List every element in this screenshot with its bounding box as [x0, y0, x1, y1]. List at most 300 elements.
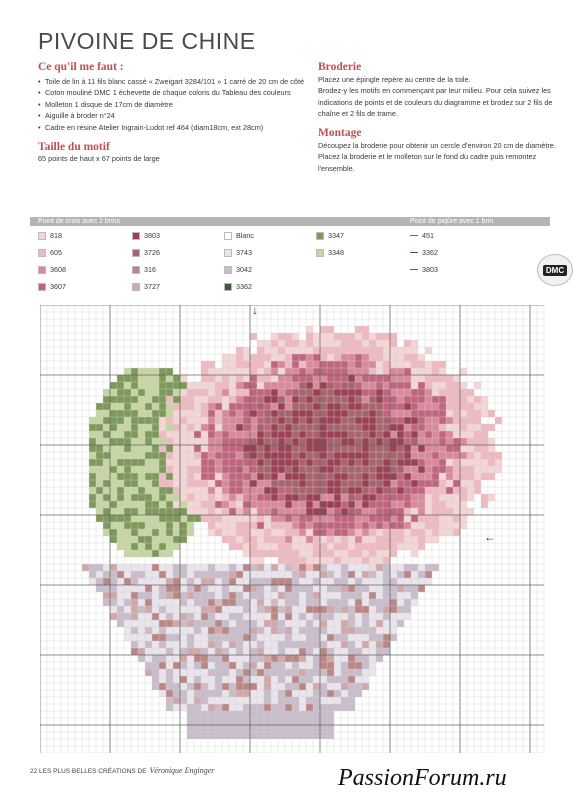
- stitch-cell: [166, 676, 173, 683]
- stitch-cell: [474, 417, 481, 424]
- stitch-cell: [397, 452, 404, 459]
- stitch-cell: [348, 683, 355, 690]
- stitch-cell: [306, 571, 313, 578]
- stitch-cell: [96, 403, 103, 410]
- stitch-cell: [180, 676, 187, 683]
- stitch-cell: [306, 445, 313, 452]
- stitch-cell: [460, 508, 467, 515]
- stitch-cell: [397, 473, 404, 480]
- stitch-cell: [432, 515, 439, 522]
- stitch-cell: [194, 648, 201, 655]
- stitch-cell: [236, 662, 243, 669]
- stitch-cell: [341, 620, 348, 627]
- stitch-cell: [103, 466, 110, 473]
- stitch-cell: [145, 396, 152, 403]
- stitch-cell: [460, 410, 467, 417]
- stitch-cell: [222, 613, 229, 620]
- stitch-cell: [110, 606, 117, 613]
- stitch-cell: [418, 431, 425, 438]
- stitch-cell: [250, 655, 257, 662]
- stitch-cell: [201, 585, 208, 592]
- stitch-cell: [271, 571, 278, 578]
- stitch-cell: [145, 627, 152, 634]
- stitch-cell: [152, 599, 159, 606]
- stitch-cell: [229, 417, 236, 424]
- stitch-cell: [432, 445, 439, 452]
- stitch-cell: [292, 515, 299, 522]
- stitch-cell: [292, 676, 299, 683]
- swatch-color: [38, 266, 46, 274]
- stitch-cell: [495, 466, 502, 473]
- stitch-cell: [271, 627, 278, 634]
- stitch-cell: [208, 655, 215, 662]
- stitch-cell: [292, 648, 299, 655]
- stitch-cell: [453, 403, 460, 410]
- stitch-cell: [145, 655, 152, 662]
- stitch-cell: [292, 403, 299, 410]
- stitch-cell: [208, 529, 215, 536]
- stitch-cell: [383, 354, 390, 361]
- stitch-cell: [187, 599, 194, 606]
- swatch-code: 3743: [236, 248, 252, 257]
- stitch-cell: [222, 515, 229, 522]
- stitch-cell: [145, 641, 152, 648]
- stitch-cell: [313, 529, 320, 536]
- stitch-cell: [110, 571, 117, 578]
- stitch-cell: [201, 459, 208, 466]
- stitch-cell: [320, 718, 327, 725]
- stitch-cell: [138, 599, 145, 606]
- stitch-cell: [460, 445, 467, 452]
- stitch-cell: [320, 543, 327, 550]
- stitch-cell: [327, 697, 334, 704]
- stitch-cell: [390, 410, 397, 417]
- stitch-cell: [222, 459, 229, 466]
- stitch-cell: [397, 536, 404, 543]
- swatch-color: [224, 232, 232, 240]
- stitch-cell: [432, 431, 439, 438]
- stitch-cell: [229, 711, 236, 718]
- stitch-cell: [334, 578, 341, 585]
- stitch-cell: [166, 417, 173, 424]
- stitch-cell: [222, 431, 229, 438]
- stitch-cell: [306, 368, 313, 375]
- stitch-cell: [201, 641, 208, 648]
- stitch-cell: [460, 368, 467, 375]
- stitch-cell: [159, 424, 166, 431]
- legend-swatch: [316, 248, 344, 257]
- stitch-cell: [201, 452, 208, 459]
- stitch-cell: [131, 466, 138, 473]
- stitch-cell: [243, 725, 250, 732]
- stitch-cell: [404, 354, 411, 361]
- stitch-cell: [257, 571, 264, 578]
- stitch-cell: [278, 669, 285, 676]
- stitch-cell: [383, 571, 390, 578]
- stitch-cell: [250, 571, 257, 578]
- stitch-cell: [418, 361, 425, 368]
- stitch-cell: [159, 487, 166, 494]
- stitch-cell: [201, 424, 208, 431]
- stitch-cell: [152, 501, 159, 508]
- stitch-cell: [145, 529, 152, 536]
- stitch-cell: [439, 431, 446, 438]
- stitch-cell: [306, 648, 313, 655]
- stitch-cell: [257, 732, 264, 739]
- stitch-cell: [327, 536, 334, 543]
- stitch-cell: [243, 382, 250, 389]
- stitch-cell: [229, 585, 236, 592]
- stitch-cell: [208, 641, 215, 648]
- stitch-cell: [138, 466, 145, 473]
- stitch-cell: [439, 480, 446, 487]
- stitch-cell: [355, 459, 362, 466]
- stitch-cell: [432, 438, 439, 445]
- stitch-cell: [334, 508, 341, 515]
- stitch-cell: [236, 466, 243, 473]
- stitch-cell: [404, 564, 411, 571]
- stitch-cell: [299, 494, 306, 501]
- stitch-cell: [306, 403, 313, 410]
- stitch-cell: [187, 473, 194, 480]
- stitch-cell: [208, 382, 215, 389]
- stitch-cell: [250, 480, 257, 487]
- stitch-cell: [166, 403, 173, 410]
- stitch-cell: [103, 599, 110, 606]
- stitch-cell: [411, 466, 418, 473]
- stitch-cell: [348, 445, 355, 452]
- stitch-cell: [411, 480, 418, 487]
- stitch-cell: [236, 711, 243, 718]
- stitch-cell: [103, 564, 110, 571]
- stitch-cell: [152, 648, 159, 655]
- stitch-cell: [348, 648, 355, 655]
- stitch-cell: [159, 431, 166, 438]
- stitch-cell: [264, 648, 271, 655]
- stitch-cell: [124, 375, 131, 382]
- stitch-cell: [355, 655, 362, 662]
- stitch-cell: [201, 361, 208, 368]
- stitch-cell: [138, 424, 145, 431]
- stitch-cell: [488, 452, 495, 459]
- footer-text: 22 LES PLUS BELLES CRÉATIONS DE: [30, 768, 147, 775]
- size-text: 65 points de haut x 67 points de large: [38, 154, 160, 164]
- stitch-cell: [292, 382, 299, 389]
- stitch-cell: [299, 354, 306, 361]
- stitch-cell: [138, 501, 145, 508]
- stitch-cell: [320, 522, 327, 529]
- stitch-cell: [474, 466, 481, 473]
- stitch-cell: [229, 697, 236, 704]
- stitch-cell: [229, 508, 236, 515]
- stitch-cell: [236, 599, 243, 606]
- stitch-cell: [453, 396, 460, 403]
- stitch-cell: [117, 424, 124, 431]
- stitch-cell: [355, 620, 362, 627]
- stitch-cell: [341, 466, 348, 473]
- stitch-cell: [271, 480, 278, 487]
- stitch-cell: [390, 543, 397, 550]
- stitch-cell: [138, 438, 145, 445]
- stitch-cell: [376, 438, 383, 445]
- stitch-cell: [271, 669, 278, 676]
- stitch-cell: [187, 564, 194, 571]
- stitch-cell: [313, 382, 320, 389]
- stitch-cell: [481, 473, 488, 480]
- chart-grid: [40, 305, 545, 753]
- stitch-cell: [362, 662, 369, 669]
- stitch-cell: [152, 627, 159, 634]
- stitch-cell: [243, 578, 250, 585]
- stitch-cell: [369, 592, 376, 599]
- stitch-cell: [278, 480, 285, 487]
- stitch-cell: [334, 599, 341, 606]
- stitch-cell: [187, 438, 194, 445]
- stitch-cell: [166, 578, 173, 585]
- stitch-cell: [292, 480, 299, 487]
- stitch-cell: [404, 536, 411, 543]
- stitch-cell: [257, 690, 264, 697]
- stitch-cell: [467, 445, 474, 452]
- stitch-cell: [152, 424, 159, 431]
- stitch-cell: [278, 655, 285, 662]
- stitch-cell: [103, 396, 110, 403]
- stitch-cell: [369, 522, 376, 529]
- stitch-cell: [194, 382, 201, 389]
- stitch-cell: [341, 508, 348, 515]
- stitch-cell: [376, 389, 383, 396]
- montage-heading: Montage: [318, 126, 362, 139]
- stitch-cell: [313, 648, 320, 655]
- stitch-cell: [131, 571, 138, 578]
- stitch-cell: [124, 592, 131, 599]
- stitch-cell: [285, 683, 292, 690]
- stitch-cell: [159, 606, 166, 613]
- stitch-cell: [369, 361, 376, 368]
- stitch-cell: [145, 508, 152, 515]
- stitch-cell: [348, 375, 355, 382]
- stitch-cell: [131, 480, 138, 487]
- stitch-cell: [425, 571, 432, 578]
- stitch-cell: [341, 347, 348, 354]
- stitch-cell: [299, 592, 306, 599]
- stitch-cell: [446, 389, 453, 396]
- stitch-cell: [348, 634, 355, 641]
- stitch-cell: [103, 529, 110, 536]
- stitch-cell: [257, 417, 264, 424]
- stitch-cell: [432, 494, 439, 501]
- stitch-cell: [131, 487, 138, 494]
- stitch-cell: [110, 494, 117, 501]
- stitch-cell: [362, 480, 369, 487]
- stitch-cell: [222, 620, 229, 627]
- stitch-cell: [355, 606, 362, 613]
- stitch-cell: [439, 515, 446, 522]
- stitch-cell: [285, 445, 292, 452]
- stitch-cell: [201, 501, 208, 508]
- stitch-cell: [376, 522, 383, 529]
- stitch-cell: [180, 389, 187, 396]
- stitch-cell: [138, 382, 145, 389]
- stitch-cell: [369, 375, 376, 382]
- stitch-cell: [327, 725, 334, 732]
- stitch-cell: [194, 599, 201, 606]
- stitch-cell: [292, 459, 299, 466]
- stitch-cell: [320, 697, 327, 704]
- stitch-cell: [383, 473, 390, 480]
- stitch-cell: [334, 522, 341, 529]
- stitch-cell: [411, 410, 418, 417]
- stitch-cell: [285, 417, 292, 424]
- stitch-cell: [159, 417, 166, 424]
- stitch-cell: [236, 375, 243, 382]
- swatch-code: 3042: [236, 265, 252, 274]
- stitch-cell: [243, 711, 250, 718]
- stitch-cell: [250, 683, 257, 690]
- stitch-cell: [124, 578, 131, 585]
- stitch-cell: [264, 704, 271, 711]
- stitch-cell: [460, 438, 467, 445]
- stitch-cell: [236, 389, 243, 396]
- stitch-cell: [250, 487, 257, 494]
- stitch-cell: [376, 480, 383, 487]
- stitch-cell: [236, 634, 243, 641]
- stitch-cell: [215, 403, 222, 410]
- stitch-cell: [334, 620, 341, 627]
- stitch-cell: [194, 711, 201, 718]
- stitch-cell: [201, 627, 208, 634]
- stitch-cell: [271, 508, 278, 515]
- stitch-cell: [243, 529, 250, 536]
- stitch-cell: [152, 578, 159, 585]
- stitch-cell: [299, 578, 306, 585]
- stitch-cell: [425, 529, 432, 536]
- stitch-cell: [292, 487, 299, 494]
- stitch-cell: [355, 564, 362, 571]
- stitch-cell: [271, 550, 278, 557]
- stitch-cell: [292, 571, 299, 578]
- stitch-cell: [201, 704, 208, 711]
- stitch-cell: [292, 578, 299, 585]
- stitch-cell: [264, 641, 271, 648]
- stitch-cell: [299, 375, 306, 382]
- stitch-cell: [369, 627, 376, 634]
- stitch-cell: [236, 431, 243, 438]
- stitch-cell: [292, 375, 299, 382]
- stitch-cell: [418, 466, 425, 473]
- stitch-cell: [257, 515, 264, 522]
- stitch-cell: [89, 466, 96, 473]
- stitch-cell: [292, 697, 299, 704]
- stitch-cell: [341, 543, 348, 550]
- stitch-cell: [418, 410, 425, 417]
- stitch-cell: [138, 473, 145, 480]
- stitch-cell: [474, 480, 481, 487]
- stitch-cell: [152, 683, 159, 690]
- stitch-cell: [369, 648, 376, 655]
- stitch-cell: [215, 375, 222, 382]
- stitch-cell: [152, 662, 159, 669]
- stitch-cell: [208, 375, 215, 382]
- stitch-cell: [432, 417, 439, 424]
- stitch-cell: [145, 669, 152, 676]
- stitch-cell: [278, 585, 285, 592]
- stitch-cell: [124, 515, 131, 522]
- stitch-cell: [278, 550, 285, 557]
- stitch-cell: [166, 592, 173, 599]
- stitch-cell: [152, 641, 159, 648]
- stitch-cell: [89, 445, 96, 452]
- stitch-cell: [117, 501, 124, 508]
- stitch-cell: [362, 613, 369, 620]
- stitch-cell: [243, 375, 250, 382]
- stitch-cell: [355, 403, 362, 410]
- stitch-cell: [236, 396, 243, 403]
- stitch-cell: [306, 662, 313, 669]
- stitch-cell: [215, 641, 222, 648]
- stitch-cell: [159, 382, 166, 389]
- stitch-cell: [369, 382, 376, 389]
- stitch-cell: [411, 347, 418, 354]
- stitch-cell: [404, 494, 411, 501]
- stitch-cell: [187, 571, 194, 578]
- stitch-cell: [390, 403, 397, 410]
- stitch-cell: [264, 592, 271, 599]
- stitch-cell: [355, 396, 362, 403]
- stitch-cell: [250, 417, 257, 424]
- stitch-cell: [208, 578, 215, 585]
- stitch-cell: [362, 438, 369, 445]
- stitch-cell: [110, 613, 117, 620]
- stitch-cell: [215, 389, 222, 396]
- stitch-cell: [215, 697, 222, 704]
- stitch-cell: [201, 613, 208, 620]
- stitch-cell: [201, 564, 208, 571]
- stitch-cell: [257, 620, 264, 627]
- materials-list: [38, 76, 313, 134]
- stitch-cell: [159, 403, 166, 410]
- stitch-cell: [383, 480, 390, 487]
- stitch-cell: [96, 508, 103, 515]
- swatch-code: 605: [50, 248, 62, 257]
- stitch-cell: [117, 375, 124, 382]
- stitch-cell: [362, 424, 369, 431]
- stitch-cell: [250, 613, 257, 620]
- stitch-cell: [215, 473, 222, 480]
- stitch-cell: [131, 410, 138, 417]
- stitch-cell: [96, 487, 103, 494]
- stitch-cell: [131, 417, 138, 424]
- stitch-cell: [236, 487, 243, 494]
- stitch-cell: [222, 585, 229, 592]
- stitch-cell: [250, 711, 257, 718]
- stitch-cell: [362, 431, 369, 438]
- stitch-cell: [313, 585, 320, 592]
- stitch-cell: [131, 648, 138, 655]
- stitch-cell: [341, 662, 348, 669]
- stitch-cell: [411, 424, 418, 431]
- stitch-cell: [320, 725, 327, 732]
- stitch-cell: [432, 396, 439, 403]
- stitch-cell: [173, 578, 180, 585]
- stitch-cell: [117, 543, 124, 550]
- stitch-cell: [166, 634, 173, 641]
- stitch-cell: [89, 578, 96, 585]
- stitch-cell: [194, 501, 201, 508]
- stitch-cell: [208, 648, 215, 655]
- stitch-cell: [327, 662, 334, 669]
- stitch-cell: [376, 494, 383, 501]
